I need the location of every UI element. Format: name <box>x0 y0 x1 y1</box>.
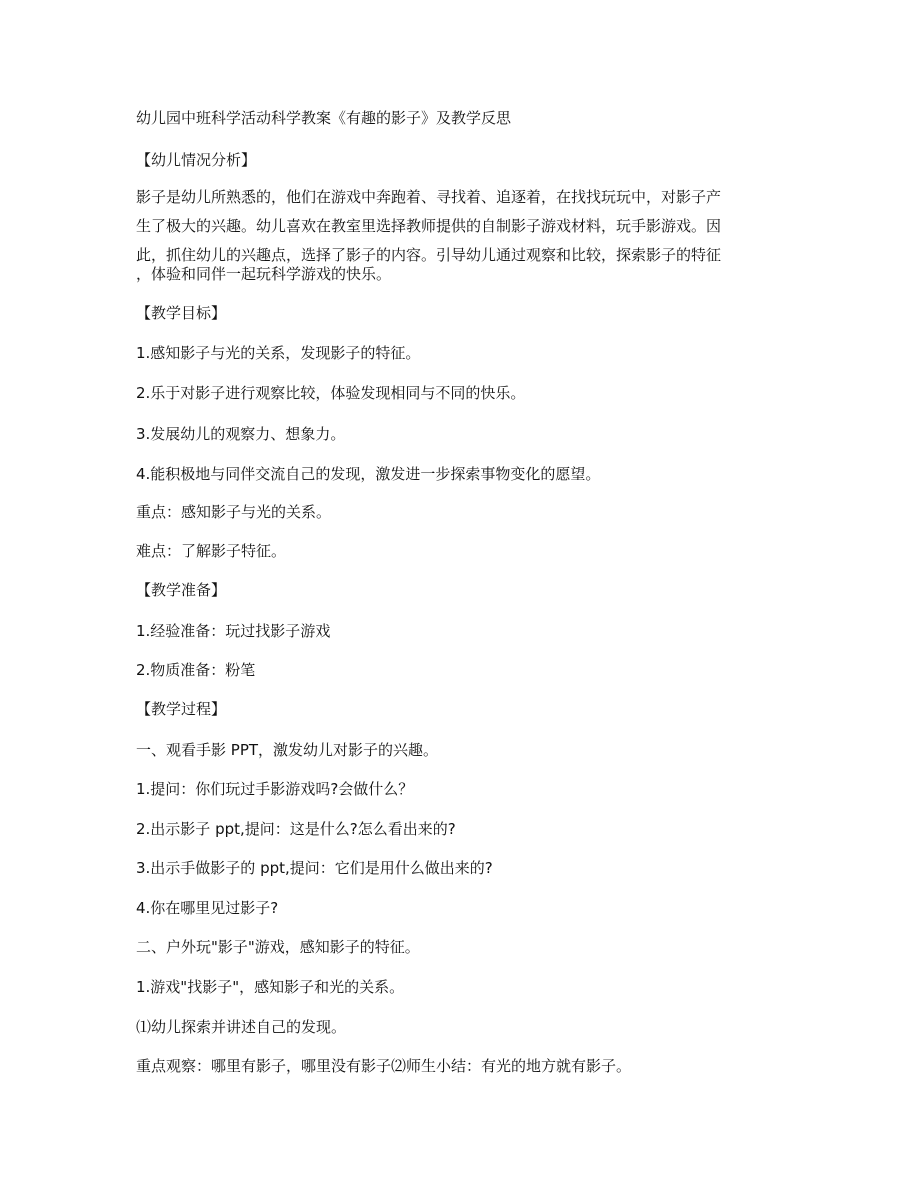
section-heading-analysis: 【幼儿情况分析】 <box>136 151 257 169</box>
goal-item: 4.能积极地与同伴交流自己的发现，激发进一步探索事物变化的愿望。 <box>136 465 601 483</box>
key-point: 重点：感知影子与光的关系。 <box>136 503 332 521</box>
document-title: 幼儿园中班科学活动科学教案《有趣的影子》及教学反思 <box>136 109 512 127</box>
process-item: 重点观察：哪里有影子，哪里没有影子⑵师生小结：有光的地方就有影子。 <box>136 1057 632 1075</box>
prep-item: 2.物质准备：粉笔 <box>136 661 256 679</box>
process-item: 1.游戏"找影子"，感知影子和光的关系。 <box>136 978 405 996</box>
process-item: 4.你在哪里见过影子? <box>136 899 279 917</box>
process-item: 3.出示手做影子的 ppt,提问：它们是用什么做出来的? <box>136 859 493 877</box>
analysis-line: 此，抓住幼儿的兴趣点，选择了影子的内容。引导幼儿通过观察和比较，探索影子的特征 <box>136 246 722 264</box>
analysis-line: ，体验和同伴一起玩科学游戏的快乐。 <box>136 265 392 283</box>
prep-item: 1.经验准备：玩过找影子游戏 <box>136 622 331 640</box>
goal-item: 1.感知影子与光的关系，发现影子的特征。 <box>136 344 421 362</box>
process-item: 一、观看手影 PPT，激发幼儿对影子的兴趣。 <box>136 741 439 759</box>
process-item: 二、户外玩"影子"游戏，感知影子的特征。 <box>136 938 420 956</box>
analysis-line: 生了极大的兴趣。幼儿喜欢在教室里选择教师提供的自制影子游戏材料，玩手影游戏。因 <box>136 217 722 235</box>
goal-item: 3.发展幼儿的观察力、想象力。 <box>136 425 346 443</box>
section-heading-process: 【教学过程】 <box>136 700 227 718</box>
process-item: ⑴幼儿探索并讲述自己的发现。 <box>136 1018 347 1036</box>
analysis-line: 影子是幼儿所熟悉的，他们在游戏中奔跑着、寻找着、追逐着，在找找玩玩中，对影子产 <box>136 188 722 206</box>
difficulty: 难点：了解影子特征。 <box>136 542 287 560</box>
section-heading-goals: 【教学目标】 <box>136 304 227 322</box>
process-item: 2.出示影子 ppt,提问：这是什么?怎么看出来的? <box>136 820 456 838</box>
process-item: 1.提问：你们玩过手影游戏吗?会做什么？ <box>136 780 414 798</box>
section-heading-prep: 【教学准备】 <box>136 581 227 599</box>
goal-item: 2.乐于对影子进行观察比较，体验发现相同与不同的快乐。 <box>136 384 526 402</box>
